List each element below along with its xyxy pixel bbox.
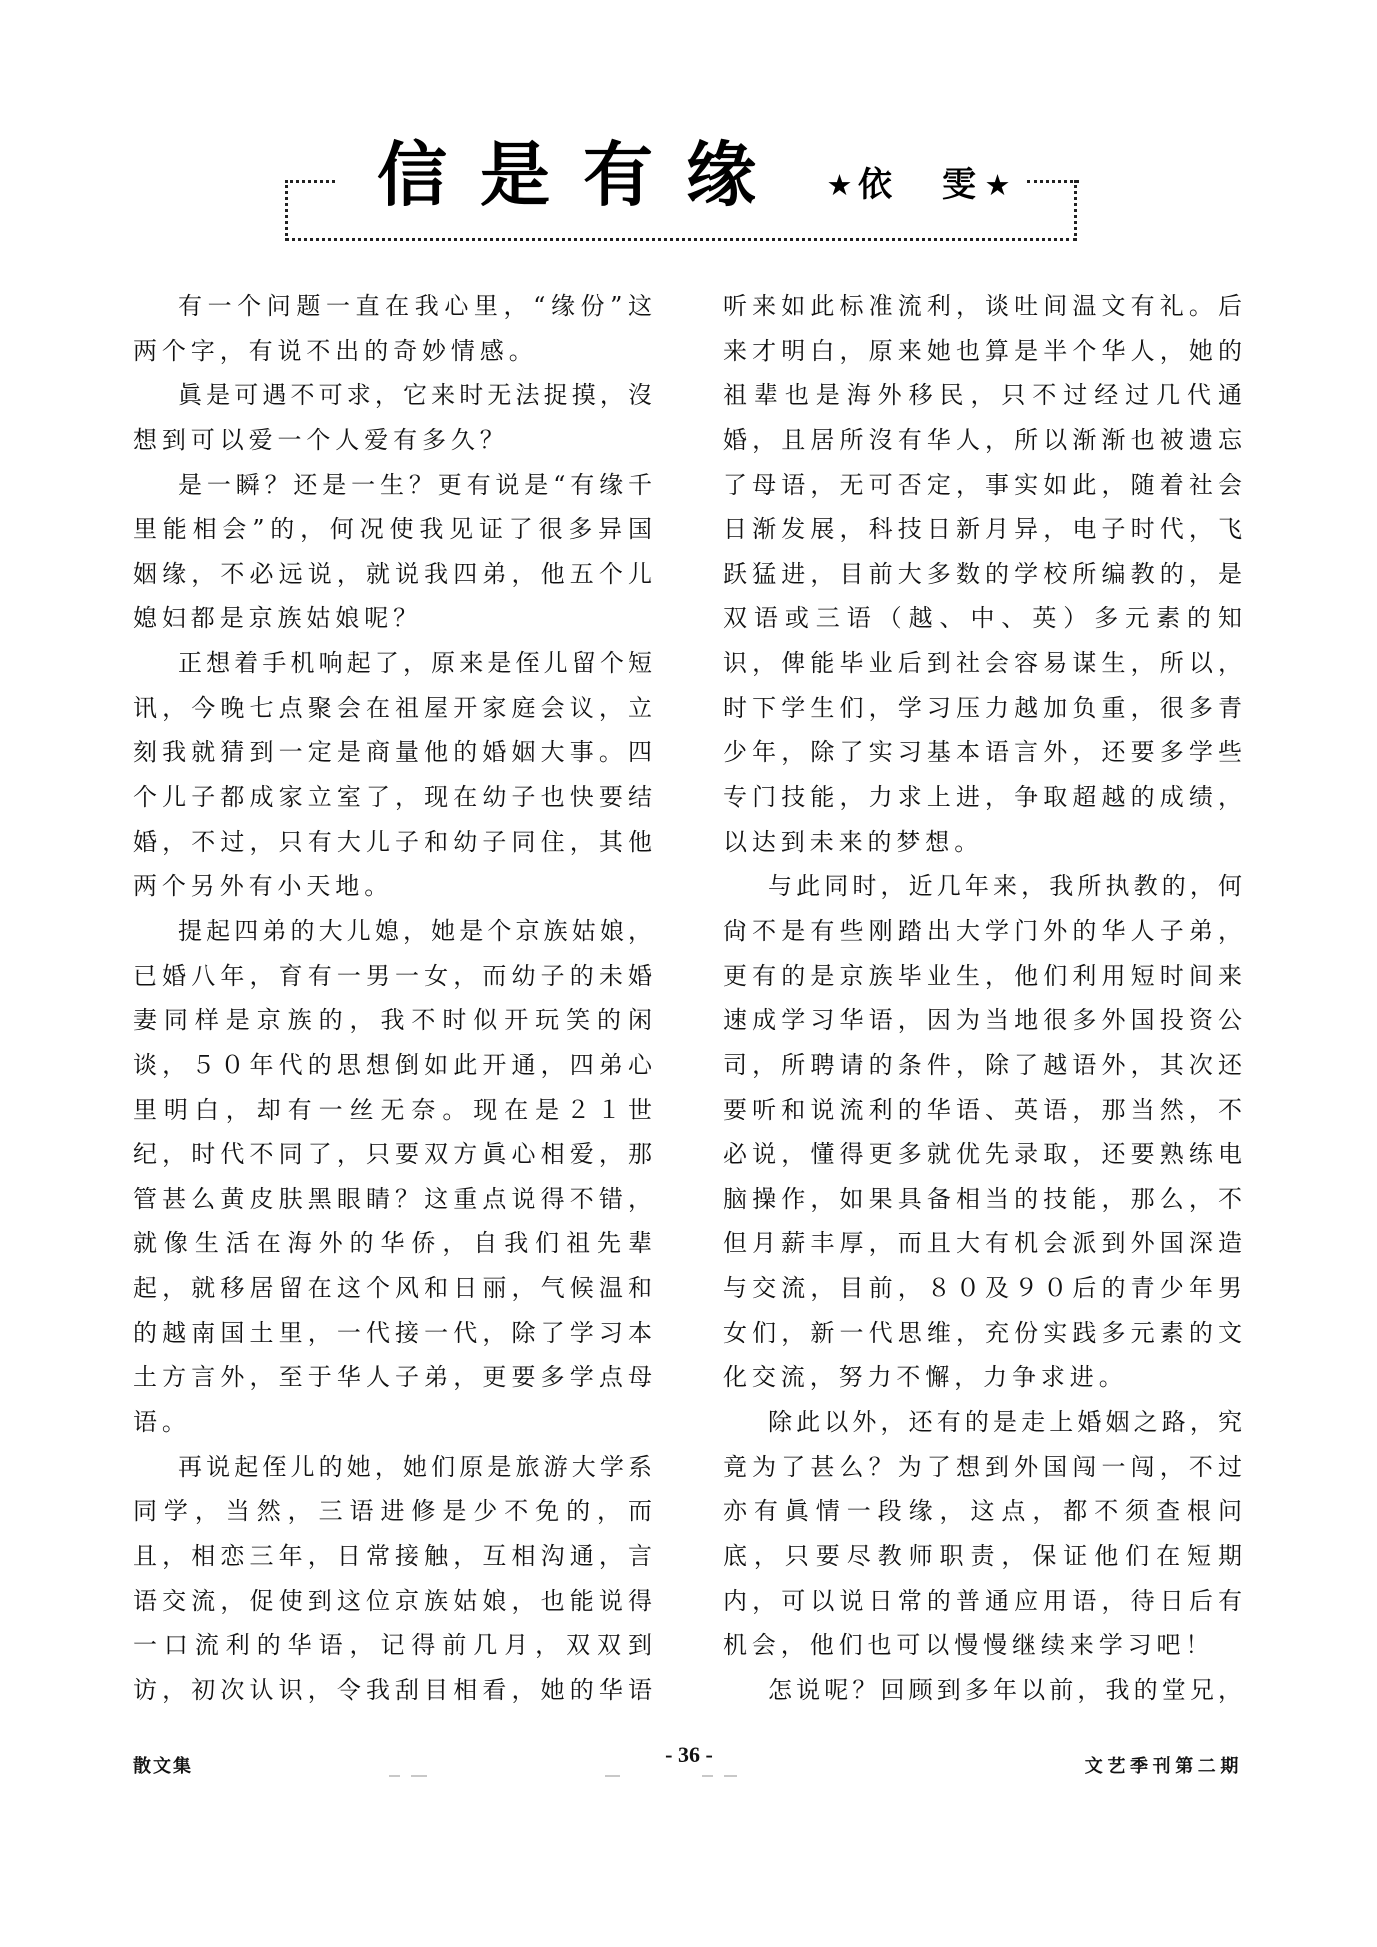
text-line: 个儿子都成家立室了，现在幼子也快要结 bbox=[133, 783, 653, 812]
text-line: 管甚么黄皮肤黑眼睛？这重点说得不错， bbox=[133, 1184, 653, 1213]
text-line: 讯，今晚七点聚会在祖屋开家庭会议，立 bbox=[133, 693, 653, 722]
text-line: 妻同样是京族的，我不时似开玩笑的闲 bbox=[133, 1006, 653, 1035]
paragraph bbox=[133, 373, 653, 462]
text-line: 更有的是京族毕业生，他们利用短时间来 bbox=[723, 961, 1243, 990]
text-line: 司，所聘请的条件，除了越语外，其次还 bbox=[723, 1050, 1243, 1079]
text-line: 姻缘，不必远说，就说我四弟，他五个儿 bbox=[133, 559, 653, 588]
text-line: 专门技能，力求上进，争取超越的成绩， bbox=[723, 783, 1243, 812]
paragraph bbox=[723, 864, 1243, 1400]
title-frame-top-left-segment bbox=[285, 180, 335, 183]
text-line: 是一瞬？还是一生？更有说是“有缘千 bbox=[178, 470, 653, 499]
paragraph bbox=[133, 641, 653, 909]
text-line: 女们，新一代思维，充份实践多元素的文 bbox=[723, 1318, 1243, 1347]
text-line: 了母语，无可否定，事实如此，随着社会 bbox=[723, 470, 1243, 499]
text-line: 跃猛进，目前大多数的学校所编教的，是 bbox=[723, 559, 1243, 588]
text-line: 尙不是有些刚踏出大学门外的华人子弟， bbox=[723, 916, 1243, 945]
text-line: 怎说呢？回顾到多年以前，我的堂兄， bbox=[768, 1675, 1243, 1704]
paragraph bbox=[133, 463, 653, 642]
text-line: 底，只要尽教师职责，保证他们在短期 bbox=[723, 1541, 1243, 1570]
star-icon bbox=[826, 165, 853, 205]
text-line: 两个另外有小天地。 bbox=[133, 872, 394, 901]
text-line: 少年，除了实习基本语言外，还要多学些 bbox=[723, 738, 1243, 767]
text-line: 土方言外，至于华人子弟，更要多学点母 bbox=[133, 1363, 653, 1392]
paragraph bbox=[133, 909, 653, 1445]
text-line: 里能相会”的，何况使我见证了很多异国 bbox=[133, 515, 653, 544]
text-line: 婚，且居所沒有华人，所以渐渐也被遗忘 bbox=[723, 425, 1243, 454]
text-line: 想到可以爱一个人爱有多久？ bbox=[133, 425, 509, 454]
text-line: 以达到未来的梦想。 bbox=[723, 827, 984, 856]
text-line: 语交流，促使到这位京族姑娘，也能说得 bbox=[133, 1586, 653, 1615]
scan-artifact bbox=[702, 1775, 713, 1777]
page-number: - 36 - bbox=[665, 1742, 713, 1767]
text-line: 要听和说流利的华语、英语，那当然，不 bbox=[723, 1095, 1243, 1124]
text-line: 提起四弟的大儿媳，她是个京族姑娘， bbox=[178, 916, 653, 945]
text-line: 眞是可遇不可求，它来时无法捉摸，沒 bbox=[178, 381, 653, 410]
text-line: 媳妇都是京族姑娘呢？ bbox=[133, 604, 422, 633]
text-line: 祖辈也是海外移民，只不过经过几代通 bbox=[723, 381, 1243, 410]
text-line: 识，俾能毕业后到社会容易谋生，所以， bbox=[723, 649, 1243, 678]
article-title: 信是有缘 bbox=[377, 134, 789, 216]
text-line: 语。 bbox=[133, 1408, 191, 1437]
paragraph bbox=[723, 284, 1243, 864]
text-line: 且，相恋三年，日常接触，互相沟通，言 bbox=[133, 1541, 653, 1570]
text-line: 两个字，有说不出的奇妙情感。 bbox=[133, 336, 538, 365]
footer-publication-label: 文艺季刊第二期 bbox=[1084, 1756, 1243, 1777]
text-line: 亦有眞情一段缘，这点，都不须查根问 bbox=[723, 1497, 1243, 1526]
scan-artifact bbox=[724, 1775, 737, 1777]
author-byline bbox=[826, 165, 1011, 205]
text-line: 再说起侄儿的她，她们原是旅游大学系 bbox=[178, 1452, 653, 1481]
paragraph bbox=[723, 1668, 1243, 1713]
text-line: 必说，懂得更多就优先录取，还要熟练电 bbox=[723, 1140, 1243, 1169]
text-line: 内，可以说日常的普通应用语，待日后有 bbox=[723, 1586, 1243, 1615]
text-line: 日渐发展，科技日新月异，电子时代，飞 bbox=[723, 515, 1243, 544]
text-line: 纪，时代不同了，只要双方眞心相爱，那 bbox=[133, 1140, 653, 1169]
author-name: 依 雯 bbox=[858, 165, 984, 205]
text-line: 访，初次认识，令我刮目相看，她的华语 bbox=[133, 1675, 653, 1704]
text-line: 谈，５０年代的思想倒如此开通，四弟心 bbox=[133, 1050, 653, 1079]
text-line: 婚，不过，只有大儿子和幼子同住，其他 bbox=[133, 827, 653, 856]
text-line: 但月薪丰厚，而且大有机会派到外国深造 bbox=[723, 1229, 1243, 1258]
paragraph bbox=[723, 1400, 1243, 1668]
text-line: 机会，他们也可以慢慢继续来学习吧！ bbox=[723, 1631, 1215, 1660]
column-right bbox=[723, 284, 1243, 1713]
paragraph bbox=[133, 1445, 653, 1713]
text-line: 就像生活在海外的华侨，自我们祖先辈 bbox=[133, 1229, 653, 1258]
paragraph bbox=[133, 284, 653, 373]
text-line: 刻我就猜到一定是商量他的婚姻大事。四 bbox=[133, 738, 653, 767]
text-line: 除此以外，还有的是走上婚姻之路，究 bbox=[768, 1408, 1243, 1437]
text-line: 化交流，努力不懈，力争求进。 bbox=[723, 1363, 1128, 1392]
text-line: 脑操作，如果具备相当的技能，那么，不 bbox=[723, 1184, 1243, 1213]
text-line: 与交流，目前，８０及９０后的青少年男 bbox=[723, 1274, 1243, 1303]
text-line: 竟为了甚么？为了想到外国闯一闯，不过 bbox=[723, 1452, 1243, 1481]
text-line: 里明白，却有一丝无奈。现在是２１世 bbox=[133, 1095, 653, 1124]
text-line: 听来如此标准流利，谈吐间温文有礼。后 bbox=[723, 292, 1243, 320]
star-icon bbox=[984, 165, 1011, 205]
text-line: 已婚八年，育有一男一女，而幼子的未婚 bbox=[133, 961, 653, 990]
text-line: 时下学生们，学习压力越加负重，很多青 bbox=[723, 693, 1243, 722]
text-line: 一口流利的华语，记得前几月，双双到 bbox=[133, 1631, 653, 1660]
text-line: 速成学习华语，因为当地很多外国投资公 bbox=[723, 1006, 1243, 1035]
text-line: 有一个问题一直在我心里，“缘份”这 bbox=[178, 292, 653, 320]
text-line: 与此同时，近几年来，我所执教的，何 bbox=[768, 872, 1243, 901]
title-frame-top-right-segment bbox=[1027, 180, 1079, 183]
column-left bbox=[133, 284, 653, 1713]
text-line: 来才明白，原来她也算是半个华人，她的 bbox=[723, 336, 1243, 365]
footer-section-label: 散文集 bbox=[133, 1756, 193, 1777]
text-line: 正想着手机响起了，原来是侄儿留个短 bbox=[178, 649, 653, 678]
text-line: 的越南国土里，一代接一代，除了学习本 bbox=[133, 1318, 653, 1347]
text-line: 双语或三语（越、中、英）多元素的知 bbox=[723, 604, 1243, 633]
text-line: 同学，当然，三语进修是少不免的，而 bbox=[133, 1497, 653, 1526]
text-line: 起，就移居留在这个风和日丽，气候温和 bbox=[133, 1274, 653, 1303]
scan-artifact bbox=[389, 1775, 400, 1777]
scan-artifact bbox=[605, 1775, 620, 1777]
scan-artifact bbox=[411, 1775, 427, 1777]
